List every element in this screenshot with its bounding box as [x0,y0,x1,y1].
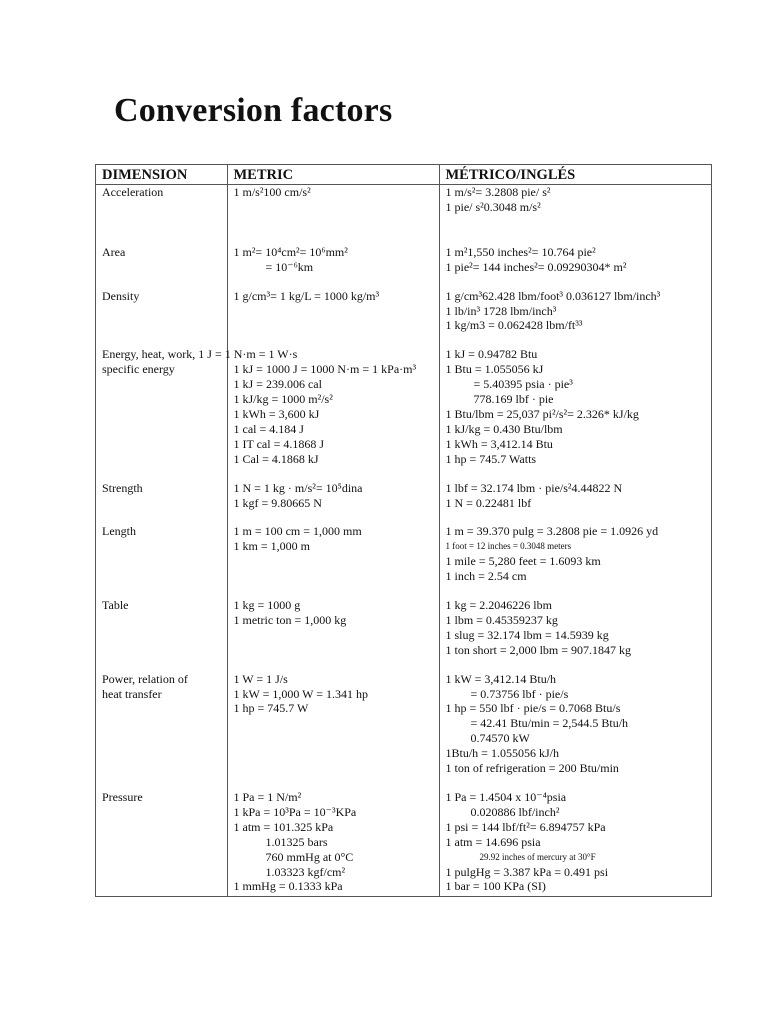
dimension-label: Power, relation of [102,671,188,686]
table-row [96,185,711,245]
metrico-ingles-line: 1 foot = 12 inches = 0.3048 meters [445,541,572,552]
dimension-label: Pressure [102,790,143,804]
metrico-ingles-line: 1 lbm = 0.45359237 kg [445,612,558,627]
dimension-label: Length [102,524,136,539]
dimension-cell [96,790,227,896]
metric-line: 1 km = 1,000 m [233,539,310,554]
metrico-ingles-line: 778.169 lbf · pie [473,392,554,407]
metric-line: 1 kW = 1,000 W = 1.341 hp [233,686,369,701]
metrico-ingles-line: 1 atm = 14.696 psia [445,834,541,849]
metric-line: 1 g/cm³= 1 kg/L = 1000 kg/m³ [233,288,380,303]
metrico-ingles-line: 1 g/cm³62.428 lbm/foot³ 0.036127 lbm/inch³ [445,288,661,303]
dimension-label: Strength [102,480,143,495]
metrico-ingles-line: 1 ton of refrigeration = 200 Btu/min [445,761,619,776]
header-metrico-ingles: MÉTRICO/INGLÉS [439,165,711,185]
metrico-ingles-line: 1 N = 0.22481 lbf [445,495,532,510]
metric-line: 760 mmHg at 0°C [265,849,354,864]
dimension-cell [96,672,227,790]
metric-line: 1 cal = 4.184 J [233,421,304,436]
metrico-ingles-line: 29.92 inches of mercury at 30°F [479,851,596,862]
dimension-cell [96,289,227,348]
metrico-ingles-line: 1 lbf = 32.174 lbm · pie/s²4.44822 N [445,480,623,495]
dimension-label: Table [102,598,129,613]
metrico-ingles-line: 1 kg = 2.2046226 lbm [445,598,552,613]
metric-line: 1 kg = 1000 g [233,598,301,613]
table-row [96,790,711,896]
metrico-ingles-line: 1 mile = 5,280 feet = 1.6093 km [445,554,601,569]
dimension-label: Area [102,244,126,259]
metric-cell [227,524,439,598]
table-row [96,598,711,672]
metrico-ingles-cell [439,289,711,348]
metrico-ingles-cell [439,185,711,245]
table-body [96,185,711,897]
dimension-label: specific energy [102,362,175,377]
metric-line: 1 atm = 101.325 kPa [233,819,334,834]
dimension-cell [96,598,227,672]
metrico-ingles-line: = 5.40395 psia · pie³ [473,377,573,392]
metrico-ingles-line: 0.74570 kW [470,731,530,746]
metrico-ingles-line: 1 Pa = 1.4504 x 10⁻⁴psia [445,790,567,804]
metric-line: 1 N = 1 kg · m/s²= 10⁵dina [233,480,363,495]
metric-line: 1 m²= 10⁴cm²= 10⁶mm² [233,244,348,259]
metric-line: = 10⁻⁶km [265,259,314,274]
metrico-ingles-cell [439,524,711,598]
metric-line: 1 kJ = 1000 J = 1000 N·m = 1 kPa·m³ [233,362,417,377]
page-title: Conversion factors [114,92,393,129]
metrico-ingles-line: 1 ton short = 2,000 lbm = 907.1847 kg [445,642,632,657]
metrico-ingles-cell [439,481,711,525]
dimension-label: heat transfer [102,686,162,701]
metrico-ingles-line: 1 inch = 2.54 cm [445,569,527,584]
metrico-ingles-line: 1 kJ/kg = 0.430 Btu/lbm [445,421,563,436]
metric-line: 1 m = 100 cm = 1,000 mm [233,524,362,539]
dimension-label: Density [102,288,140,303]
metric-cell [227,672,439,790]
metrico-ingles-cell [439,598,711,672]
metrico-ingles-line: 1 m/s²= 3.2808 pie/ s² [445,185,551,199]
header-dimension: DIMENSION [96,165,227,185]
metric-line: 1 hp = 745.7 W [233,701,309,716]
table-row [96,481,711,525]
table-row [96,289,711,348]
conversion-table [95,164,712,897]
metric-line: 1 kgf = 9.80665 N [233,495,322,510]
metric-line: 1 metric ton = 1,000 kg [233,612,347,627]
metrico-ingles-line: 1 pie²= 144 inches²= 0.09290304* m² [445,259,627,274]
metrico-ingles-line: 1 kW = 3,412.14 Btu/h [445,671,557,686]
metrico-ingles-cell [439,245,711,289]
metrico-ingles-line: 1 Btu/lbm = 25,037 pi²/s²= 2.326* kJ/kg [445,406,639,421]
dimension-cell [96,185,227,245]
metric-line: 1 Pa = 1 N/m² [233,790,302,804]
metrico-ingles-line: 1 Btu = 1.055056 kJ [445,362,544,377]
metrico-ingles-cell [439,347,711,480]
metrico-ingles-line: 1 hp = 550 lbf · pie/s = 0.7068 Btu/s [445,701,621,716]
dimension-label: Acceleration [102,185,164,199]
metric-line: 1 W = 1 J/s [233,671,288,686]
metrico-ingles-line: 1 pulgHg = 3.387 kPa = 0.491 psi [445,864,609,879]
metrico-ingles-line: 1 m = 39.370 pulg = 3.2808 pie = 1.0926 yd [445,524,659,539]
metric-line: 1.03323 kgf/cm² [265,864,346,879]
metric-line: 1 kPa = 10³Pa = 10⁻³KPa [233,804,357,819]
table-row [96,672,711,790]
metric-cell [227,790,439,896]
metric-line: 1 m/s²100 cm/s² [233,185,311,199]
metrico-ingles-cell [439,672,711,790]
table-row [96,524,711,598]
metrico-ingles-line: 1 psi = 144 lbf/ft²= 6.894757 kPa [445,819,606,834]
metric-cell [227,598,439,672]
metrico-ingles-line: 1 pie/ s²0.3048 m/s² [445,199,541,214]
metrico-ingles-line: 0.020886 lbf/inch² [470,804,560,819]
dimension-cell [96,524,227,598]
metrico-ingles-line: 1 bar = 100 KPa (SI) [445,879,546,894]
metrico-ingles-line: = 0.73756 lbf · pie/s [470,686,569,701]
dimension-cell [96,481,227,525]
metrico-ingles-line: 1 hp = 745.7 Watts [445,451,537,466]
metric-cell [227,481,439,525]
dimension-label: Energy, heat, work, 1 J = 1 N·m = 1 W·s [102,347,298,362]
metric-cell [227,289,439,348]
metrico-ingles-line: 1 m²1,550 inches²= 10.764 pie² [445,244,596,259]
dimension-cell [96,245,227,289]
header-metric: METRIC [227,165,439,185]
metrico-ingles-line: 1 kg/m3 = 0.062428 lbm/ft³³ [445,318,583,333]
metric-line: 1 kJ/kg = 1000 m²/s² [233,392,333,407]
metric-cell [227,347,439,480]
metrico-ingles-line: 1 kJ = 0.94782 Btu [445,347,538,362]
table-row [96,347,711,480]
metrico-ingles-line: = 42.41 Btu/min = 2,544.5 Btu/h [470,716,629,731]
metrico-ingles-line: 1 slug = 32.174 lbm = 14.5939 kg [445,627,609,642]
metric-line: 1 IT cal = 4.1868 J [233,436,325,451]
metric-line: 1 kWh = 3,600 kJ [233,406,320,421]
metric-cell [227,245,439,289]
metrico-ingles-cell [439,790,711,896]
metric-cell [227,185,439,245]
metrico-ingles-line: 1 lb/in³ 1728 lbm/inch³ [445,303,557,318]
metric-line: 1 Cal = 4.1868 kJ [233,451,319,466]
metric-line: 1 mmHg = 0.1333 kPa [233,879,343,894]
metric-line: 1 kJ = 239.006 cal [233,377,322,392]
metric-line: 1.01325 bars [265,834,328,849]
metrico-ingles-line: 1Btu/h = 1.055056 kJ/h [445,746,559,761]
metrico-ingles-line: 1 kWh = 3,412.14 Btu [445,436,553,451]
table-row [96,245,711,289]
table-header-row [96,165,711,185]
